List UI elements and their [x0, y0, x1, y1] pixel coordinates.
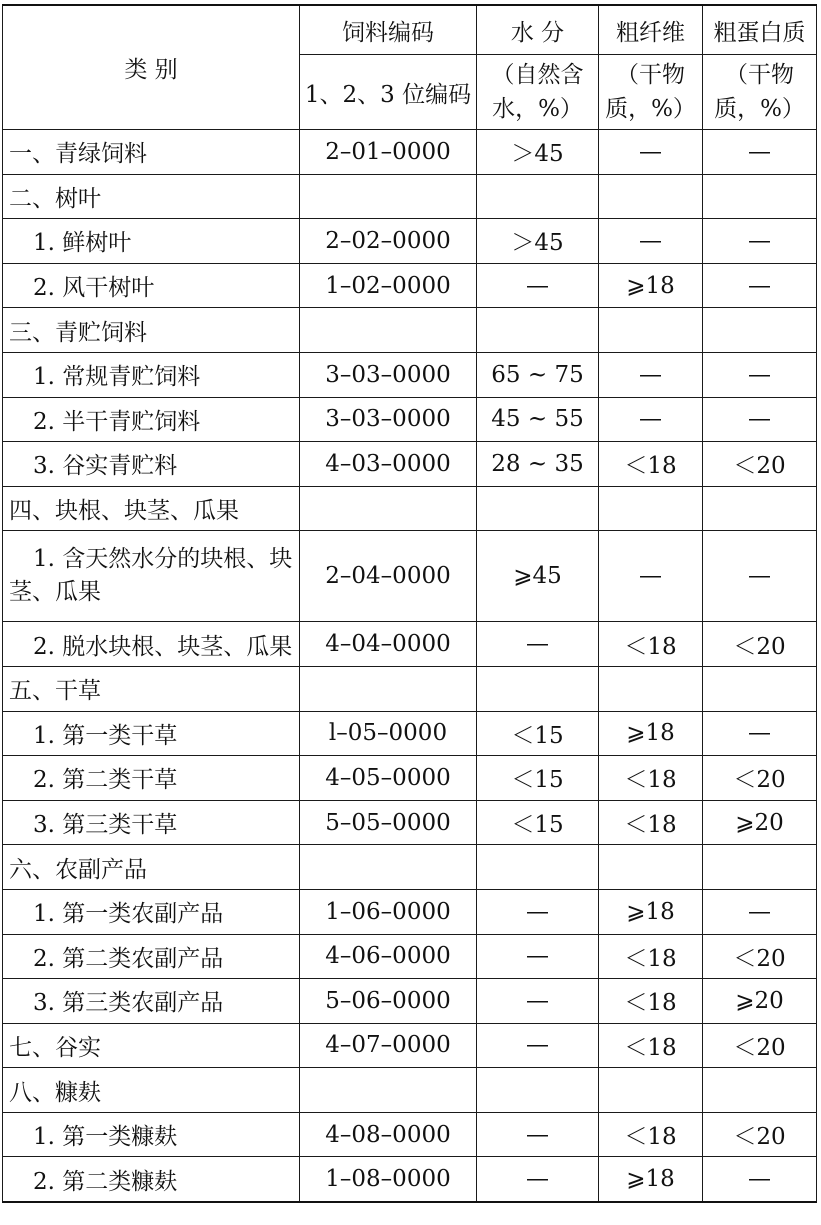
protein-cell: — — [703, 397, 817, 442]
fiber-cell: ⩾18 — [599, 263, 703, 308]
fiber-cell: — — [599, 219, 703, 264]
code-cell: 5–05–0000 — [300, 800, 477, 845]
water-cell — [477, 1068, 599, 1113]
category-text: 1. 含天然水分的块根、块茎、瓜果 — [9, 546, 293, 606]
protein-cell: ＜20 — [703, 622, 817, 667]
protein-cell: ⩾20 — [703, 979, 817, 1024]
fiber-cell: ＜18 — [599, 756, 703, 801]
fiber-cell: ＜18 — [599, 800, 703, 845]
table-row — [3, 800, 817, 845]
table-row — [3, 1157, 817, 1202]
code-cell: 4–04–0000 — [300, 622, 477, 667]
water-header: 水 分 — [477, 5, 599, 55]
code-cell: 4–07–0000 — [300, 1023, 477, 1068]
protein-cell — [703, 174, 817, 219]
protein-cell: — — [703, 219, 817, 264]
category-cell: 八、糠麸 — [3, 1068, 300, 1113]
category-cell: 1. 第一类农副产品 — [3, 889, 300, 934]
protein-cell: — — [703, 352, 817, 397]
table-row — [3, 486, 817, 531]
category-cell: 2. 第二类干草 — [3, 756, 300, 801]
table-row — [3, 934, 817, 979]
protein-subheader: （干物质，%） — [703, 55, 817, 130]
water-cell — [477, 666, 599, 711]
code-cell — [300, 666, 477, 711]
protein-cell: ⩾20 — [703, 800, 817, 845]
code-cell: 1–08–0000 — [300, 1157, 477, 1202]
water-cell: — — [477, 1157, 599, 1202]
code-header: 饲料编码 — [300, 5, 477, 55]
category-cell: 七、谷实 — [3, 1023, 300, 1068]
water-cell: — — [477, 263, 599, 308]
protein-cell: — — [703, 263, 817, 308]
fiber-cell: ⩾18 — [599, 1157, 703, 1202]
protein-cell — [703, 845, 817, 890]
table-row — [3, 397, 817, 442]
code-cell — [300, 845, 477, 890]
table-row — [3, 130, 817, 175]
table-row — [3, 622, 817, 667]
protein-cell: — — [703, 711, 817, 756]
water-subheader: （自然含水，%） — [477, 55, 599, 130]
fiber-cell: — — [599, 130, 703, 175]
fiber-cell: ＜18 — [599, 1023, 703, 1068]
table-row — [3, 711, 817, 756]
code-cell: 2–01–0000 — [300, 130, 477, 175]
water-cell: ＜15 — [477, 800, 599, 845]
water-cell: ＞45 — [477, 219, 599, 264]
category-cell: 2. 风干树叶 — [3, 263, 300, 308]
fiber-cell — [599, 308, 703, 353]
category-header: 类 别 — [3, 5, 300, 130]
water-cell: ⩾45 — [477, 531, 599, 622]
table-row — [3, 308, 817, 353]
fiber-cell: ⩾18 — [599, 711, 703, 756]
table-row — [3, 1023, 817, 1068]
protein-header: 粗蛋白质 — [703, 5, 817, 55]
code-cell — [300, 308, 477, 353]
table-row — [3, 219, 817, 264]
water-cell — [477, 845, 599, 890]
category-cell: 五、干草 — [3, 666, 300, 711]
water-cell — [477, 486, 599, 531]
water-cell: ＞45 — [477, 130, 599, 175]
water-cell: — — [477, 979, 599, 1024]
feed-classification-table — [2, 4, 817, 1203]
category-cell: 3. 谷实青贮料 — [3, 442, 300, 487]
fiber-cell: ⩾18 — [599, 889, 703, 934]
water-cell: ＜15 — [477, 711, 599, 756]
protein-cell: — — [703, 889, 817, 934]
protein-cell — [703, 308, 817, 353]
category-cell: 1. 第一类干草 — [3, 711, 300, 756]
table-row — [3, 845, 817, 890]
code-cell — [300, 174, 477, 219]
fiber-cell: ＜18 — [599, 622, 703, 667]
category-cell: 1. 常规青贮饲料 — [3, 352, 300, 397]
code-cell: 4–03–0000 — [300, 442, 477, 487]
protein-cell: ＜20 — [703, 1112, 817, 1157]
water-cell: 65 ~ 75 — [477, 352, 599, 397]
fiber-cell: — — [599, 531, 703, 622]
fiber-header: 粗纤维 — [599, 5, 703, 55]
header-row-1 — [3, 5, 817, 55]
category-cell — [3, 531, 300, 622]
fiber-cell: ＜18 — [599, 1112, 703, 1157]
water-cell: ＜15 — [477, 756, 599, 801]
protein-cell: ＜20 — [703, 442, 817, 487]
protein-cell — [703, 486, 817, 531]
code-cell: 4–08–0000 — [300, 1112, 477, 1157]
water-cell — [477, 174, 599, 219]
fiber-cell: — — [599, 397, 703, 442]
fiber-cell: ＜18 — [599, 934, 703, 979]
table-row — [3, 666, 817, 711]
category-cell: 一、青绿饲料 — [3, 130, 300, 175]
fiber-cell — [599, 845, 703, 890]
category-cell: 2. 脱水块根、块茎、瓜果 — [3, 622, 300, 667]
code-cell: 1–02–0000 — [300, 263, 477, 308]
table-row — [3, 1112, 817, 1157]
table-row — [3, 352, 817, 397]
fiber-cell: ＜18 — [599, 442, 703, 487]
category-cell: 二、树叶 — [3, 174, 300, 219]
protein-cell: — — [703, 130, 817, 175]
table-row — [3, 1068, 817, 1113]
water-cell: 45 ~ 55 — [477, 397, 599, 442]
code-cell: 2–02–0000 — [300, 219, 477, 264]
table-row — [3, 263, 817, 308]
protein-cell: ＜20 — [703, 1023, 817, 1068]
category-cell: 3. 第三类干草 — [3, 800, 300, 845]
water-cell: — — [477, 1112, 599, 1157]
code-cell: 1–06–0000 — [300, 889, 477, 934]
protein-cell: — — [703, 531, 817, 622]
code-cell — [300, 486, 477, 531]
code-cell: 3–03–0000 — [300, 397, 477, 442]
code-cell: 4–06–0000 — [300, 934, 477, 979]
water-cell: 28 ~ 35 — [477, 442, 599, 487]
protein-cell: ＜20 — [703, 756, 817, 801]
protein-cell — [703, 1068, 817, 1113]
code-cell: 4–05–0000 — [300, 756, 477, 801]
water-cell: — — [477, 622, 599, 667]
fiber-cell — [599, 1068, 703, 1113]
water-cell: — — [477, 889, 599, 934]
category-cell: 三、青贮饲料 — [3, 308, 300, 353]
fiber-subheader: （干物质，%） — [599, 55, 703, 130]
table-row — [3, 531, 817, 622]
category-cell: 1. 鲜树叶 — [3, 219, 300, 264]
category-cell: 2. 第二类糠麸 — [3, 1157, 300, 1202]
water-cell: — — [477, 934, 599, 979]
category-cell: 1. 第一类糠麸 — [3, 1112, 300, 1157]
table-row — [3, 889, 817, 934]
table-row — [3, 756, 817, 801]
code-cell — [300, 1068, 477, 1113]
code-cell: l–05–0000 — [300, 711, 477, 756]
protein-cell — [703, 666, 817, 711]
code-cell: 3–03–0000 — [300, 352, 477, 397]
category-cell: 2. 第二类农副产品 — [3, 934, 300, 979]
fiber-cell — [599, 666, 703, 711]
category-cell: 2. 半干青贮饲料 — [3, 397, 300, 442]
code-cell: 5–06–0000 — [300, 979, 477, 1024]
table-row — [3, 442, 817, 487]
fiber-cell — [599, 486, 703, 531]
table-row — [3, 979, 817, 1024]
feed-classification-table-wrapper — [2, 4, 817, 1203]
water-cell: — — [477, 1023, 599, 1068]
protein-cell: — — [703, 1157, 817, 1202]
fiber-cell — [599, 174, 703, 219]
water-cell — [477, 308, 599, 353]
fiber-cell: ＜18 — [599, 979, 703, 1024]
category-cell: 四、块根、块茎、瓜果 — [3, 486, 300, 531]
code-subheader: 1、2、3 位编码 — [300, 55, 477, 130]
category-cell: 3. 第三类农副产品 — [3, 979, 300, 1024]
category-cell: 六、农副产品 — [3, 845, 300, 890]
code-cell: 2–04–0000 — [300, 531, 477, 622]
table-row — [3, 174, 817, 219]
protein-cell: ＜20 — [703, 934, 817, 979]
fiber-cell: — — [599, 352, 703, 397]
